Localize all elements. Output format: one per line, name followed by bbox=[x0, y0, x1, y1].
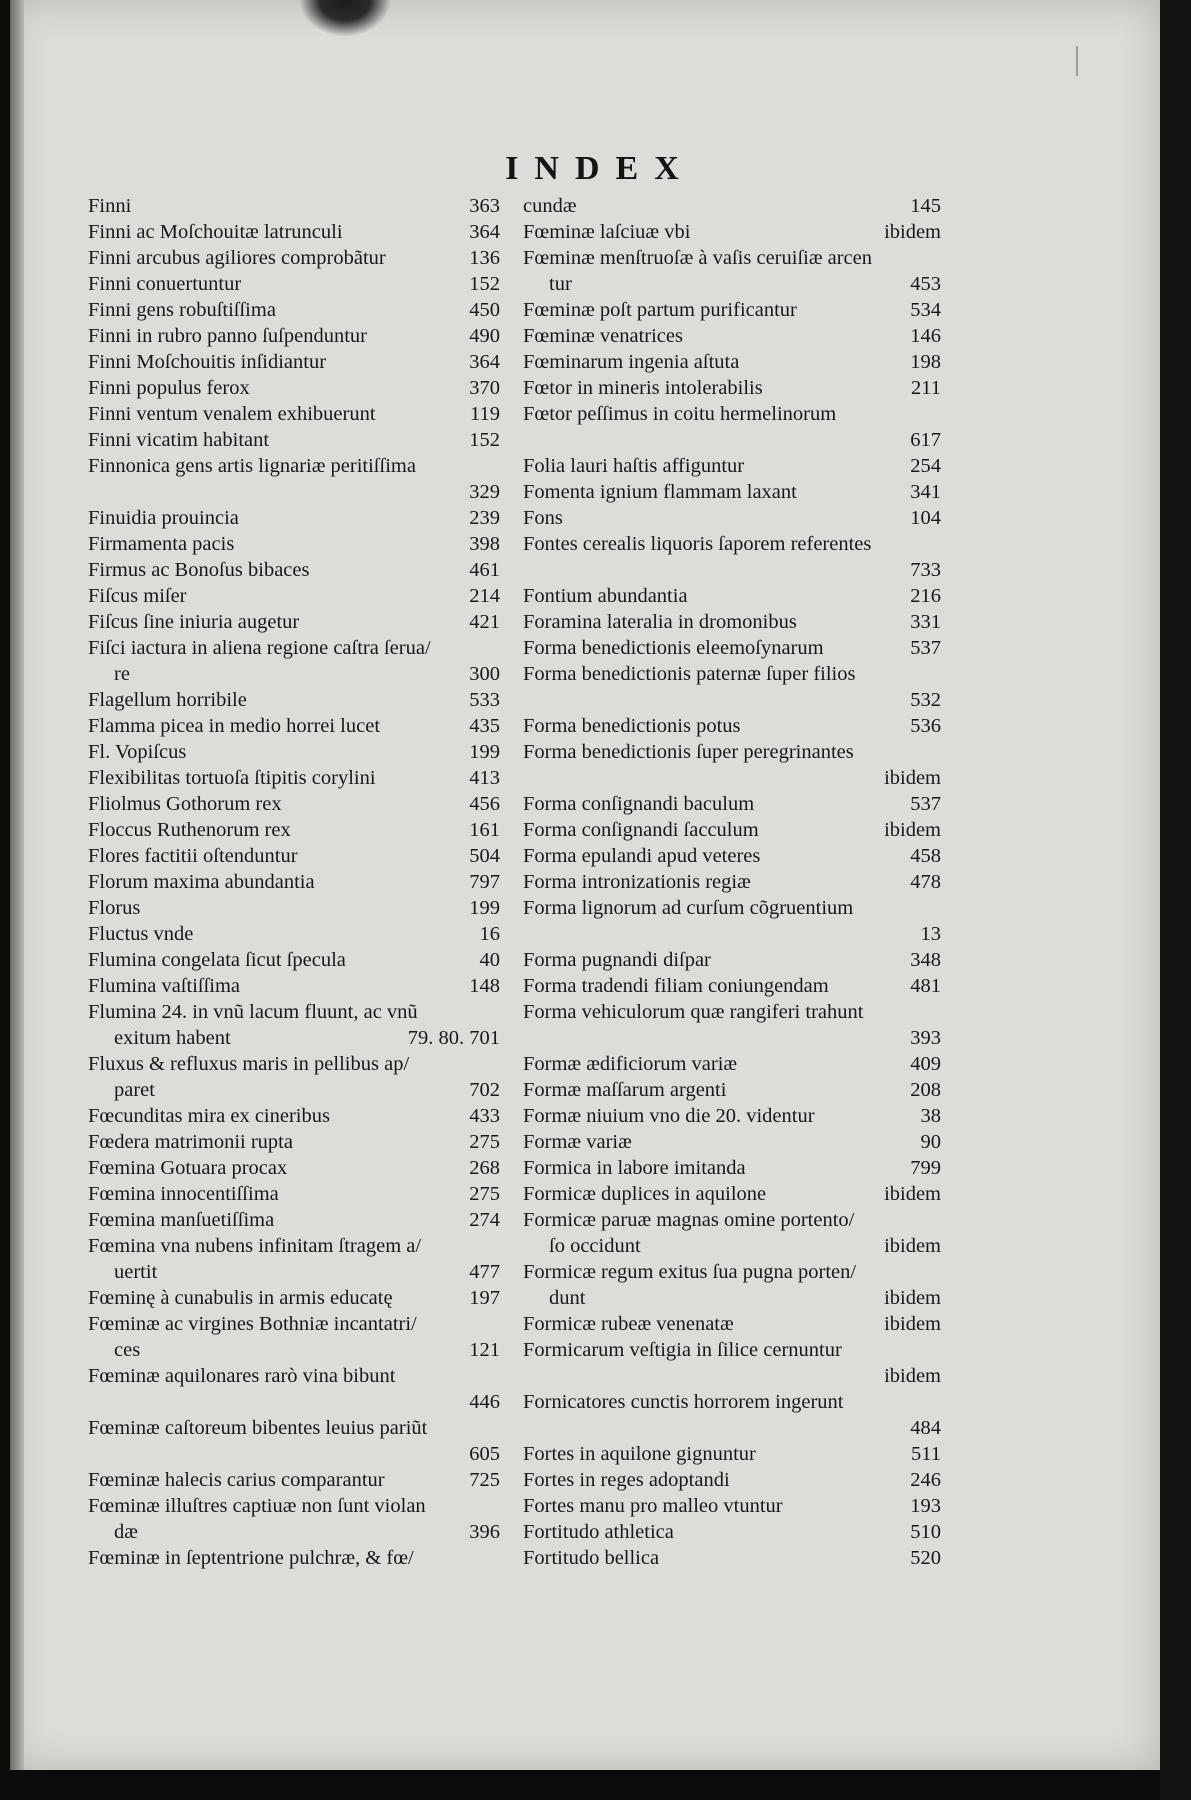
index-entry bbox=[88, 999, 500, 1051]
entry-page-number: 364 bbox=[469, 221, 500, 243]
index-entry bbox=[523, 1545, 941, 1571]
entry-page-number: 435 bbox=[469, 715, 500, 737]
index-entry bbox=[88, 1155, 500, 1181]
index-entry bbox=[523, 999, 941, 1051]
index-entry bbox=[523, 869, 941, 895]
index-entry bbox=[88, 791, 500, 817]
entry-page-number: 152 bbox=[469, 429, 500, 451]
entry-term: Formicæ rubeæ venenatæ bbox=[523, 1313, 734, 1335]
entry-page-number: 329 bbox=[469, 481, 500, 503]
entry-page-number: 421 bbox=[469, 611, 500, 633]
entry-term: Fortitudo athletica bbox=[523, 1521, 674, 1543]
entry-page-number: 537 bbox=[910, 637, 941, 659]
entry-term: Finuidia prouincia bbox=[88, 507, 239, 529]
entry-page-number: 275 bbox=[469, 1183, 500, 1205]
entry-term: Forma epulandi apud veteres bbox=[523, 845, 761, 867]
entry-term: Fliolmus Gothorum rex bbox=[88, 793, 282, 815]
index-entry bbox=[523, 531, 941, 583]
entry-term: Fœminæ aquilonares rarò vina bibunt bbox=[88, 1365, 396, 1387]
margin-mark bbox=[1076, 46, 1081, 76]
binding-edge bbox=[10, 0, 24, 1770]
index-entry bbox=[523, 973, 941, 999]
entry-page-number: 38 bbox=[920, 1105, 941, 1127]
entry-page-number: 481 bbox=[910, 975, 941, 997]
index-entry bbox=[523, 505, 941, 531]
entry-term-continuation bbox=[523, 557, 941, 583]
entry-term: Fornicatores cunctis horrorem ingerunt bbox=[523, 1391, 844, 1413]
index-entry bbox=[88, 505, 500, 531]
entry-term: Finni conuertuntur bbox=[88, 273, 242, 295]
entry-page-number: 193 bbox=[910, 1495, 941, 1517]
index-entry bbox=[523, 1311, 941, 1337]
index-entry bbox=[523, 791, 941, 817]
entry-term: Forma benedictionis ſuper peregrinantes bbox=[523, 741, 854, 763]
entry-page-number: 148 bbox=[469, 975, 500, 997]
entry-term: Fœdera matrimonii rupta bbox=[88, 1131, 293, 1153]
entry-page-number: ibidem bbox=[884, 1313, 941, 1335]
entry-term: Fœmina vna nubens infinitam ſtragem a/ bbox=[88, 1235, 422, 1257]
entry-page-number: 199 bbox=[469, 897, 500, 919]
index-entry bbox=[88, 973, 500, 999]
entry-page-number: 16 bbox=[479, 923, 500, 945]
index-entry bbox=[523, 843, 941, 869]
entry-term: Flexibilitas tortuoſa ſtipitis corylini bbox=[88, 767, 376, 789]
entry-term: Finni bbox=[88, 195, 132, 217]
index-entry bbox=[523, 1129, 941, 1155]
index-entry bbox=[523, 1389, 941, 1441]
index-entry bbox=[523, 1077, 941, 1103]
entry-term: Fœminarum ingenia aſtuta bbox=[523, 351, 740, 373]
entry-page-number: 268 bbox=[469, 1157, 500, 1179]
index-entry bbox=[88, 1493, 500, 1545]
entry-page-number: 484 bbox=[910, 1417, 941, 1439]
entry-page-number: 348 bbox=[910, 949, 941, 971]
index-entry bbox=[523, 1259, 941, 1311]
index-entry bbox=[88, 739, 500, 765]
index-entry bbox=[523, 219, 941, 245]
entry-term: Forma conſignandi ſacculum bbox=[523, 819, 759, 841]
entry-page-number: 300 bbox=[469, 663, 500, 685]
entry-term: Finni vicatim habitant bbox=[88, 429, 270, 451]
entry-page-number: 40 bbox=[479, 949, 500, 971]
entry-page-number: 79. 80. 701 bbox=[407, 1027, 500, 1049]
entry-page-number: 246 bbox=[910, 1469, 941, 1491]
entry-page-number: 239 bbox=[469, 507, 500, 529]
entry-term: Firmamenta pacis bbox=[88, 533, 235, 555]
entry-term-continuation bbox=[523, 921, 941, 947]
entry-term: Foramina lateralia in dromonibus bbox=[523, 611, 797, 633]
entry-page-number: 13 bbox=[920, 923, 941, 945]
index-column-right bbox=[523, 193, 941, 1571]
entry-page-number: 605 bbox=[469, 1443, 500, 1465]
entry-term: Formæ variæ bbox=[523, 1131, 632, 1153]
entry-page-number: 409 bbox=[910, 1053, 941, 1075]
book-page bbox=[10, 0, 1160, 1770]
index-entry bbox=[88, 1051, 500, 1103]
entry-term: Fiſci iactura in aliena regione caſtra ſerua/ bbox=[88, 637, 431, 659]
entry-term: Fontium abundantia bbox=[523, 585, 688, 607]
index-entry bbox=[88, 219, 500, 245]
entry-term: Finni ac Moſchouitæ latrunculi bbox=[88, 221, 343, 243]
entry-page-number: 393 bbox=[910, 1027, 941, 1049]
index-entry bbox=[523, 713, 941, 739]
entry-page-number: 490 bbox=[469, 325, 500, 347]
entry-page-number: 398 bbox=[469, 533, 500, 555]
index-entry bbox=[523, 1493, 941, 1519]
entry-page-number: 702 bbox=[469, 1079, 500, 1101]
entry-term: Forma benedictionis eleemoſynarum bbox=[523, 637, 824, 659]
index-entry bbox=[88, 1207, 500, 1233]
entry-page-number: 254 bbox=[910, 455, 941, 477]
entry-page-number: 396 bbox=[469, 1521, 500, 1543]
entry-page-number: 119 bbox=[470, 403, 500, 425]
entry-term: Forma vehiculorum quæ rangiferi trahunt bbox=[523, 1001, 864, 1023]
entry-term: Fœtor peſſimus in coitu hermelinorum bbox=[523, 403, 837, 425]
index-entry bbox=[523, 349, 941, 375]
index-entry bbox=[88, 401, 500, 427]
index-entry bbox=[88, 713, 500, 739]
entry-page-number: 456 bbox=[469, 793, 500, 815]
index-entry bbox=[88, 557, 500, 583]
entry-term: Flumina 24. in vnũ lacum fluunt, ac vnũ bbox=[88, 1001, 418, 1023]
entry-page-number: 534 bbox=[910, 299, 941, 321]
entry-term: Fœminæ ac virgines Bothniæ incantatri/ bbox=[88, 1313, 417, 1335]
entry-term: Flumina congelata ſicut ſpecula bbox=[88, 949, 346, 971]
entry-term: Fiſcus ſine iniuria augetur bbox=[88, 611, 300, 633]
index-entry bbox=[88, 193, 500, 219]
index-entry bbox=[523, 401, 941, 453]
entry-term-continuation bbox=[88, 1441, 500, 1467]
entry-term: Formæ niuium vno die 20. videntur bbox=[523, 1105, 815, 1127]
entry-term: Flumina vaſtiſſima bbox=[88, 975, 241, 997]
entry-term: Formæ ædificiorum variæ bbox=[523, 1053, 738, 1075]
entry-term-continuation: exitum habent bbox=[114, 1027, 231, 1049]
entry-page-number: 136 bbox=[469, 247, 500, 269]
page-title: INDEX bbox=[505, 150, 695, 187]
entry-term: Finni in rubro panno ſuſpenduntur bbox=[88, 325, 368, 347]
index-entry bbox=[88, 765, 500, 791]
index-entry bbox=[88, 1311, 500, 1363]
index-entry bbox=[523, 1337, 941, 1389]
entry-page-number: 413 bbox=[469, 767, 500, 789]
entry-term: Formica in labore imitanda bbox=[523, 1157, 746, 1179]
index-entry bbox=[88, 1467, 500, 1493]
entry-page-number: 537 bbox=[910, 793, 941, 815]
entry-page-number: 617 bbox=[910, 429, 941, 451]
entry-term-continuation: ſo occidunt bbox=[549, 1235, 641, 1257]
index-entry bbox=[88, 947, 500, 973]
entry-term: Florum maxima abundantia bbox=[88, 871, 315, 893]
entry-page-number: 446 bbox=[469, 1391, 500, 1413]
entry-page-number: 161 bbox=[469, 819, 500, 841]
entry-term-continuation: paret bbox=[114, 1079, 155, 1101]
entry-page-number: 363 bbox=[469, 195, 500, 217]
entry-term: Fiſcus miſer bbox=[88, 585, 187, 607]
entry-page-number: 208 bbox=[910, 1079, 941, 1101]
entry-page-number: 461 bbox=[469, 559, 500, 581]
index-entry bbox=[88, 583, 500, 609]
entry-page-number: 214 bbox=[469, 585, 500, 607]
entry-page-number: 797 bbox=[469, 871, 500, 893]
index-entry bbox=[523, 583, 941, 609]
index-entry bbox=[523, 375, 941, 401]
index-entry bbox=[523, 661, 941, 713]
index-entry bbox=[88, 609, 500, 635]
index-entry bbox=[88, 349, 500, 375]
index-entry bbox=[88, 271, 500, 297]
entry-page-number: 364 bbox=[469, 351, 500, 373]
entry-term-continuation bbox=[523, 1415, 941, 1441]
entry-page-number: ibidem bbox=[884, 221, 941, 243]
entry-term: Finni Moſchouitis inſidiantur bbox=[88, 351, 327, 373]
entry-term: Flores factitii oſtenduntur bbox=[88, 845, 298, 867]
entry-term: Finni arcubus agiliores comprobãtur bbox=[88, 247, 386, 269]
index-column-left bbox=[88, 193, 500, 1571]
entry-term: Fœminę à cunabulis in armis educatę bbox=[88, 1287, 393, 1309]
entry-page-number: 199 bbox=[469, 741, 500, 763]
entry-page-number: 146 bbox=[910, 325, 941, 347]
entry-term: Fœminæ illuſtres captiuæ non ſunt violan bbox=[88, 1495, 426, 1517]
entry-term-continuation: dæ bbox=[114, 1521, 138, 1543]
entry-term: Folia lauri haſtis affiguntur bbox=[523, 455, 745, 477]
entry-term: Fœmina manſuetiſſima bbox=[88, 1209, 275, 1231]
entry-page-number: ibidem bbox=[884, 1365, 941, 1387]
entry-term-continuation bbox=[523, 1025, 941, 1051]
index-entry bbox=[88, 921, 500, 947]
entry-page-number: ibidem bbox=[884, 1235, 941, 1257]
entry-page-number: 331 bbox=[910, 611, 941, 633]
index-entry bbox=[523, 479, 941, 505]
index-entry bbox=[88, 531, 500, 557]
index-entry bbox=[523, 1103, 941, 1129]
entry-term-continuation bbox=[88, 1389, 500, 1415]
index-entry bbox=[88, 1363, 500, 1415]
index-entry bbox=[88, 1415, 500, 1467]
entry-term: Fluctus vnde bbox=[88, 923, 194, 945]
entry-term: Fœcunditas mira ex cineribus bbox=[88, 1105, 330, 1127]
index-entry bbox=[88, 869, 500, 895]
index-entry bbox=[88, 1129, 500, 1155]
entry-page-number: 433 bbox=[469, 1105, 500, 1127]
entry-term-continuation bbox=[523, 687, 941, 713]
entry-term: Fœminæ laſciuæ vbi bbox=[523, 221, 691, 243]
index-entry bbox=[523, 245, 941, 297]
index-entry bbox=[88, 427, 500, 453]
entry-term-continuation: tur bbox=[549, 273, 572, 295]
entry-term-continuation bbox=[523, 427, 941, 453]
index-entry bbox=[523, 739, 941, 791]
entry-page-number: 121 bbox=[469, 1339, 500, 1361]
entry-page-number: 198 bbox=[910, 351, 941, 373]
entry-term: Fl. Vopiſcus bbox=[88, 741, 187, 763]
page-damage-stain bbox=[300, 0, 390, 36]
index-entry bbox=[523, 947, 941, 973]
entry-term-continuation bbox=[523, 765, 941, 791]
entry-page-number: 275 bbox=[469, 1131, 500, 1153]
entry-term: Fœmina Gotuara procax bbox=[88, 1157, 288, 1179]
index-entry bbox=[88, 297, 500, 323]
entry-term: Fortitudo bellica bbox=[523, 1547, 660, 1569]
entry-term: Flagellum horribile bbox=[88, 689, 247, 711]
entry-term: Formæ maſſarum argenti bbox=[523, 1079, 727, 1101]
entry-page-number: 145 bbox=[910, 195, 941, 217]
entry-page-number: 450 bbox=[469, 299, 500, 321]
entry-term: Forma conſignandi baculum bbox=[523, 793, 755, 815]
entry-term: cundæ bbox=[523, 195, 577, 217]
entry-page-number: 520 bbox=[910, 1547, 941, 1569]
entry-term: Fœminæ venatrices bbox=[523, 325, 683, 347]
index-entry bbox=[88, 1233, 500, 1285]
index-entry bbox=[523, 1155, 941, 1181]
entry-page-number: 197 bbox=[469, 1287, 500, 1309]
index-entry bbox=[88, 687, 500, 713]
entry-term: Formicæ paruæ magnas omine portento/ bbox=[523, 1209, 855, 1231]
entry-page-number: 510 bbox=[910, 1521, 941, 1543]
index-entry bbox=[88, 895, 500, 921]
entry-term: Forma pugnandi diſpar bbox=[523, 949, 711, 971]
index-entry bbox=[88, 843, 500, 869]
entry-term: Finni gens robuſtiſſima bbox=[88, 299, 276, 321]
entry-term: Forma benedictionis paternæ ſuper filios bbox=[523, 663, 856, 685]
index-entry bbox=[523, 817, 941, 843]
entry-term: Fœmina innocentiſſima bbox=[88, 1183, 279, 1205]
entry-page-number: ibidem bbox=[884, 1287, 941, 1309]
entry-term-continuation: uertit bbox=[114, 1261, 158, 1283]
entry-page-number: 733 bbox=[910, 559, 941, 581]
index-entry bbox=[523, 635, 941, 661]
index-entry bbox=[88, 1181, 500, 1207]
entry-page-number: 370 bbox=[469, 377, 500, 399]
index-entry bbox=[88, 817, 500, 843]
entry-term: Fœminæ caſtoreum bibentes leuius pariũt bbox=[88, 1417, 428, 1439]
index-entry bbox=[523, 1467, 941, 1493]
entry-term: Finni populus ferox bbox=[88, 377, 250, 399]
entry-term: Floccus Ruthenorum rex bbox=[88, 819, 291, 841]
entry-term: Formicæ regum exitus ſua pugna porten/ bbox=[523, 1261, 857, 1283]
index-entry bbox=[523, 1519, 941, 1545]
entry-term: Forma benedictionis potus bbox=[523, 715, 741, 737]
entry-term-continuation bbox=[523, 1363, 941, 1389]
index-entry bbox=[88, 323, 500, 349]
entry-term: Forma intronizationis regiæ bbox=[523, 871, 751, 893]
entry-page-number: ibidem bbox=[884, 767, 941, 789]
index-entry bbox=[88, 245, 500, 271]
entry-term: Formicæ duplices in aquilone bbox=[523, 1183, 767, 1205]
entry-page-number: 511 bbox=[911, 1443, 941, 1465]
entry-term: Fortes manu pro malleo vtuntur bbox=[523, 1495, 783, 1517]
entry-page-number: 341 bbox=[910, 481, 941, 503]
entry-page-number: 477 bbox=[469, 1261, 500, 1283]
entry-term: Fœminæ poſt partum purificantur bbox=[523, 299, 797, 321]
entry-page-number: 104 bbox=[910, 507, 941, 529]
entry-page-number: 152 bbox=[469, 273, 500, 295]
entry-page-number: 478 bbox=[910, 871, 941, 893]
scan-background-edge bbox=[1160, 0, 1191, 1800]
entry-term: Fluxus & refluxus maris in pellibus ap/ bbox=[88, 1053, 410, 1075]
entry-term: Fœminæ menſtruoſæ à vaſis ceruiſiæ arcen bbox=[523, 247, 873, 269]
index-entry bbox=[523, 1441, 941, 1467]
index-entry bbox=[88, 635, 500, 687]
index-entry bbox=[88, 375, 500, 401]
index-entry bbox=[523, 609, 941, 635]
entry-term: Fœminæ halecis carius comparantur bbox=[88, 1469, 385, 1491]
index-entry bbox=[88, 1285, 500, 1311]
entry-term: Fontes cerealis liquoris ſaporem referentes bbox=[523, 533, 872, 555]
entry-term: Fons bbox=[523, 507, 563, 529]
entry-page-number: 90 bbox=[920, 1131, 941, 1153]
entry-term-continuation bbox=[88, 479, 500, 505]
index-entry bbox=[523, 1207, 941, 1259]
entry-page-number: 453 bbox=[910, 273, 941, 295]
entry-term-continuation: ces bbox=[114, 1339, 141, 1361]
entry-term: Fomenta ignium flammam laxant bbox=[523, 481, 797, 503]
index-entry bbox=[88, 453, 500, 505]
entry-term-continuation: re bbox=[114, 663, 130, 685]
entry-page-number: 536 bbox=[910, 715, 941, 737]
entry-page-number: ibidem bbox=[884, 1183, 941, 1205]
entry-term: Florus bbox=[88, 897, 141, 919]
index-entry bbox=[88, 1545, 500, 1571]
entry-term: Fœminæ in ſeptentrione pulchræ, & fœ/ bbox=[88, 1547, 414, 1569]
entry-term: Fortes in aquilone gignuntur bbox=[523, 1443, 756, 1465]
entry-page-number: 725 bbox=[469, 1469, 500, 1491]
index-entry bbox=[88, 1103, 500, 1129]
entry-page-number: ibidem bbox=[884, 819, 941, 841]
entry-page-number: 532 bbox=[910, 689, 941, 711]
entry-page-number: 211 bbox=[911, 377, 941, 399]
entry-term: Forma lignorum ad curſum cõgruentium bbox=[523, 897, 854, 919]
index-entry bbox=[523, 1051, 941, 1077]
entry-page-number: 458 bbox=[910, 845, 941, 867]
entry-term: Finni ventum venalem exhibuerunt bbox=[88, 403, 376, 425]
entry-term: Fortes in reges adoptandi bbox=[523, 1469, 730, 1491]
index-entry bbox=[523, 895, 941, 947]
entry-page-number: 533 bbox=[469, 689, 500, 711]
entry-page-number: 274 bbox=[469, 1209, 500, 1231]
entry-term: Fœtor in mineris intolerabilis bbox=[523, 377, 763, 399]
entry-term-continuation: dunt bbox=[549, 1287, 586, 1309]
entry-term: Firmus ac Bonoſus bibaces bbox=[88, 559, 310, 581]
entry-term: Finnonica gens artis lignariæ peritiſſima bbox=[88, 455, 416, 477]
index-entry bbox=[523, 453, 941, 479]
index-entry bbox=[523, 297, 941, 323]
index-entry bbox=[523, 193, 941, 219]
entry-page-number: 504 bbox=[469, 845, 500, 867]
entry-page-number: 216 bbox=[910, 585, 941, 607]
index-entry bbox=[523, 323, 941, 349]
index-entry bbox=[523, 1181, 941, 1207]
entry-term: Flamma picea in medio horrei lucet bbox=[88, 715, 381, 737]
entry-page-number: 799 bbox=[910, 1157, 941, 1179]
entry-term: Formicarum veſtigia in ſilice cernuntur bbox=[523, 1339, 842, 1361]
entry-term: Forma tradendi filiam coniungendam bbox=[523, 975, 829, 997]
